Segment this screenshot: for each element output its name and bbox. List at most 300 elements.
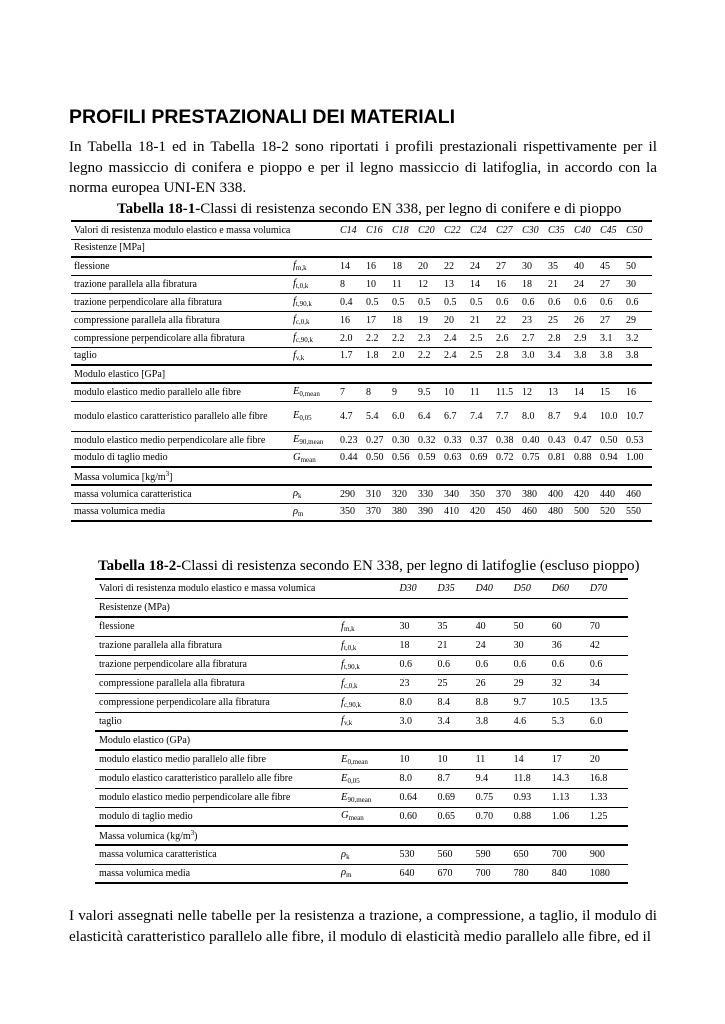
cell-value: 0.69 <box>470 452 488 464</box>
row-symbol <box>341 750 399 769</box>
symbol-sub: m,k <box>343 624 355 633</box>
cell-value: 8.8 <box>475 697 489 708</box>
cell-value: 370 <box>496 488 511 500</box>
symbol-main: G <box>293 451 301 463</box>
cell-value: 70 <box>589 621 600 633</box>
section-modulo-elastico: Modulo elastico [GPa] <box>74 368 166 380</box>
table-row <box>95 712 628 731</box>
cell-value: 18 <box>522 278 532 290</box>
cell-value: 2.4 <box>444 332 457 344</box>
cell-value: 0.47 <box>574 434 592 446</box>
row-label: trazione perpendicolare alla fibratura <box>99 659 247 670</box>
row-label: flessione <box>99 621 135 633</box>
row-symbol <box>293 329 340 347</box>
header-class: C20 <box>418 224 435 236</box>
cell-value: 14 <box>340 260 350 272</box>
cell-value: 3.0 <box>522 350 535 362</box>
cell-value: 14.3 <box>551 773 570 784</box>
cell-value: 2.6 <box>496 332 509 344</box>
cell-value: 560 <box>437 849 453 861</box>
cell-value: 14 <box>470 278 480 290</box>
cell-value: 11 <box>475 754 486 766</box>
symbol-sub: k <box>298 492 302 501</box>
header-class: C30 <box>522 224 539 236</box>
symbol-sub: v,k <box>295 353 305 362</box>
cell-value: 10.0 <box>600 410 618 422</box>
row-label: compressione parallela alla fibratura <box>74 314 220 326</box>
symbol-sub: v,k <box>343 719 353 728</box>
cell-value: 24 <box>475 640 486 651</box>
cell-value: 22 <box>496 314 506 326</box>
symbol-main: ρ <box>341 848 347 860</box>
row-label: modulo elastico medio perpendicolare alle fibre <box>99 792 291 803</box>
cell-value: 10.5 <box>551 697 570 708</box>
row-label: massa volumica caratteristica <box>74 488 192 500</box>
symbol-sub: c,0,k <box>343 681 358 690</box>
cell-value: 310 <box>366 488 381 500</box>
cell-value: 2.2 <box>392 332 405 344</box>
cell-value: 29 <box>513 678 524 689</box>
cell-value: 400 <box>548 488 563 500</box>
cell-value: 0.23 <box>340 434 358 446</box>
cell-value: 50 <box>626 260 636 272</box>
cell-value: 390 <box>418 506 433 518</box>
header-class: C22 <box>444 224 461 236</box>
cell-value: 0.56 <box>392 452 410 464</box>
cell-value: 21 <box>470 314 480 326</box>
row-symbol <box>341 655 399 674</box>
symbol-main: E <box>293 410 300 421</box>
cell-value: 26 <box>475 678 486 689</box>
symbol-main: f <box>293 278 296 289</box>
row-symbol <box>293 503 340 521</box>
page-title: PROFILI PRESTAZIONALI DEI MATERIALI <box>69 106 456 128</box>
cell-value: 0.32 <box>418 434 436 446</box>
bottom-paragraph: I valori assegnati nelle tabelle per la resistenza a trazione, a compressione, a taglio, il modulo di elasticità caratteristico parallelo alle fibre, il modulo di elasticità medio parallelo alle fibre, ed il <box>69 907 657 945</box>
row-label: modulo elastico caratteristico parallelo alle fibre <box>99 773 293 784</box>
cell-value: 0.6 <box>600 296 613 308</box>
cell-value: 15 <box>600 386 610 398</box>
symbol-main: E <box>341 753 348 765</box>
section-massa-volumica <box>95 826 628 845</box>
cell-value: 840 <box>551 867 567 879</box>
cell-value: 4.7 <box>340 410 353 422</box>
cell-value: 0.50 <box>366 452 384 464</box>
cell-value: 2.5 <box>470 332 483 344</box>
cell-value: 480 <box>548 506 563 518</box>
cell-value: 0.40 <box>522 434 540 446</box>
table-row <box>71 329 652 347</box>
cell-value: 11.8 <box>513 773 531 784</box>
cell-value: 0.6 <box>589 659 603 670</box>
header-class: C16 <box>366 224 383 236</box>
cell-value: 9.5 <box>418 386 431 398</box>
section-label-sup: 3 <box>190 829 195 837</box>
cell-value: 640 <box>399 867 415 879</box>
cell-value: 450 <box>496 506 511 518</box>
cell-value: 11 <box>470 386 480 398</box>
cell-value: 25 <box>548 314 558 326</box>
symbol-sub: c,0,k <box>295 318 310 326</box>
cell-value: 21 <box>548 278 558 290</box>
symbol-sub: m <box>298 509 304 518</box>
symbol-main: f <box>293 296 296 307</box>
cell-value: 1.06 <box>551 810 570 822</box>
row-label: modulo di taglio medio <box>74 452 168 464</box>
symbol-sub: mean <box>348 814 364 823</box>
cell-value: 20 <box>418 260 428 272</box>
cell-value: 9.7 <box>513 697 527 708</box>
symbol-sub: t,90,k <box>343 662 360 671</box>
table-row <box>95 636 628 655</box>
row-symbol <box>293 311 340 329</box>
cell-value: 12 <box>418 278 428 290</box>
cell-value: 1.13 <box>551 792 570 803</box>
intro-paragraph: In Tabella 18-1 ed in Tabella 18-2 sono riportati i profili prestazionali rispettivamente per il legno massiccio di conifera e pioppo e per il legno massiccio di latifoglia, in accordo con la norma europea UNI-EN 338. <box>69 138 657 196</box>
row-symbol <box>293 275 340 293</box>
symbol-main: ρ <box>293 488 299 500</box>
section-label-sup: 3 <box>165 469 170 478</box>
cell-value: 10 <box>437 754 448 766</box>
cell-value: 0.4 <box>340 296 353 308</box>
row-label: taglio <box>99 715 122 727</box>
cell-value: 24 <box>470 260 480 272</box>
table-row <box>71 449 652 467</box>
table-row <box>71 275 652 293</box>
cell-value: 0.88 <box>513 810 532 822</box>
cell-value: 780 <box>513 867 529 879</box>
cell-value: 10 <box>444 386 454 398</box>
cell-value: 11 <box>392 278 402 290</box>
cell-value: 440 <box>600 488 615 500</box>
cell-value: 550 <box>626 506 641 518</box>
table-row <box>95 693 628 712</box>
row-symbol <box>341 807 399 826</box>
symbol-main: ρ <box>293 505 299 517</box>
symbol-sub: 90,mean <box>347 795 372 804</box>
cell-value: 0.6 <box>551 659 565 670</box>
cell-value: 3.8 <box>574 350 587 362</box>
table1-caption-number: Tabella 18-1- <box>117 201 201 217</box>
cell-value: 2.7 <box>522 332 535 344</box>
cell-value: 3.4 <box>548 350 561 362</box>
row-symbol <box>293 293 340 311</box>
cell-value: 7.7 <box>496 410 509 422</box>
cell-value: 35 <box>437 621 448 633</box>
row-symbol <box>341 636 399 655</box>
cell-value: 320 <box>392 488 407 500</box>
section-row <box>95 826 628 845</box>
cell-value: 0.93 <box>513 792 532 803</box>
cell-value: 3.8 <box>600 350 613 362</box>
header-class: C45 <box>600 224 617 236</box>
cell-value: 23 <box>522 314 532 326</box>
cell-value: 40 <box>475 621 486 633</box>
cell-value: 3.2 <box>626 332 639 344</box>
header-class: C18 <box>392 224 409 236</box>
table-row <box>95 750 628 769</box>
cell-value: 2.5 <box>470 350 483 362</box>
table1 <box>71 220 652 522</box>
row-symbol <box>341 617 399 636</box>
cell-value: 340 <box>444 488 459 500</box>
cell-value: 11.5 <box>496 386 514 398</box>
row-symbol <box>341 864 399 883</box>
cell-value: 330 <box>418 488 433 500</box>
cell-value: 0.6 <box>513 659 527 670</box>
cell-value: 2.2 <box>366 332 379 344</box>
table-row <box>71 293 652 311</box>
cell-value: 0.63 <box>444 452 462 464</box>
cell-value: 0.64 <box>399 792 417 803</box>
table-row <box>71 401 652 431</box>
symbol-main: E <box>341 772 348 784</box>
header-class: D70 <box>589 583 608 595</box>
cell-value: 0.5 <box>444 296 457 308</box>
cell-value: 0.43 <box>548 434 566 446</box>
cell-value: 7.4 <box>470 410 483 422</box>
table1-caption-text: Classi di resistenza secondo EN 338, per legno di conifere e di pioppo <box>200 201 622 217</box>
row-symbol <box>341 693 399 712</box>
cell-value: 32 <box>551 678 562 689</box>
cell-value: 0.75 <box>522 452 540 464</box>
cell-value: 1.7 <box>340 350 353 362</box>
cell-value: 0.6 <box>548 296 561 308</box>
cell-value: 18 <box>399 640 410 651</box>
cell-value: 380 <box>392 506 407 518</box>
cell-value: 0.6 <box>437 659 451 670</box>
row-label: massa volumica media <box>99 867 191 879</box>
cell-value: 20 <box>589 754 600 766</box>
cell-value: 6.0 <box>589 715 603 727</box>
table-row <box>71 485 652 503</box>
section-label-end: ] <box>169 471 173 483</box>
cell-value: 27 <box>600 278 610 290</box>
cell-value: 17 <box>366 314 376 326</box>
cell-value: 0.70 <box>475 810 494 822</box>
cell-value: 0.59 <box>418 452 436 464</box>
cell-value: 17 <box>551 754 562 766</box>
cell-value: 4.6 <box>513 715 527 727</box>
cell-value: 60 <box>551 621 562 633</box>
cell-value: 8.0 <box>399 697 412 708</box>
cell-value: 0.33 <box>444 434 462 446</box>
cell-value: 520 <box>600 506 615 518</box>
header-label: Valori di resistenza modulo elastico e massa volumica <box>74 224 291 236</box>
row-label: trazione parallela alla fibratura <box>99 640 222 651</box>
cell-value: 0.5 <box>366 296 379 308</box>
section-resistenze: Resistenze (MPa) <box>99 601 170 613</box>
cell-value: 13 <box>548 386 558 398</box>
cell-value: 700 <box>551 849 567 861</box>
symbol-sub: m <box>346 871 352 880</box>
cell-value: 10.7 <box>626 410 644 422</box>
cell-value: 36 <box>551 640 562 651</box>
section-modulo-elastico: Modulo elastico (GPa) <box>99 735 191 746</box>
cell-value: 530 <box>399 849 415 861</box>
symbol-main: f <box>293 332 296 343</box>
header-class: D35 <box>437 583 455 595</box>
header-class: C40 <box>574 224 591 236</box>
cell-value: 35 <box>548 260 558 272</box>
cell-value: 370 <box>366 506 381 518</box>
cell-value: 16 <box>626 386 636 398</box>
cell-value: 0.81 <box>548 452 566 464</box>
section-row <box>71 365 652 383</box>
symbol-main: f <box>341 715 344 727</box>
section-massa-volumica <box>71 467 652 485</box>
cell-value: 3.1 <box>600 332 613 344</box>
cell-value: 0.37 <box>470 434 488 446</box>
symbol-sub: m,k <box>295 264 307 273</box>
symbol-sub: t,90,k <box>295 300 312 308</box>
symbol-main: G <box>341 810 349 822</box>
cell-value: 30 <box>522 260 532 272</box>
row-symbol <box>341 769 399 788</box>
cell-value: 0.94 <box>600 452 618 464</box>
cell-value: 0.6 <box>399 659 412 670</box>
table-row <box>95 674 628 693</box>
cell-value: 0.72 <box>496 452 514 464</box>
cell-value: 0.60 <box>399 810 417 822</box>
cell-value: 0.6 <box>475 659 489 670</box>
section-label-end: ) <box>194 831 198 842</box>
cell-value: 2.4 <box>444 350 457 362</box>
table-row <box>71 383 652 401</box>
section-label-text: Massa volumica (kg/m <box>99 831 191 842</box>
header-label: Valori di resistenza modulo elastico e massa volumica <box>99 583 316 595</box>
cell-value: 9.4 <box>475 773 489 784</box>
cell-value: 16 <box>496 278 506 290</box>
table2-caption-number: Tabella 18-2- <box>98 558 182 574</box>
row-label: modulo di taglio medio <box>99 810 193 822</box>
header-class: C27 <box>496 224 513 236</box>
row-symbol <box>293 257 340 275</box>
cell-value: 0.5 <box>470 296 483 308</box>
section-row <box>71 239 652 257</box>
cell-value: 50 <box>513 621 524 633</box>
cell-value: 24 <box>574 278 584 290</box>
table2 <box>95 578 628 884</box>
section-row <box>71 467 652 485</box>
cell-value: 460 <box>626 488 641 500</box>
symbol-sub: c,90,k <box>343 700 362 709</box>
cell-value: 650 <box>513 849 529 861</box>
row-symbol <box>341 712 399 731</box>
table-row <box>95 769 628 788</box>
cell-value: 500 <box>574 506 589 518</box>
cell-value: 10 <box>366 278 376 290</box>
row-label: taglio <box>74 350 97 362</box>
cell-value: 6.0 <box>392 410 405 422</box>
row-label: trazione perpendicolare alla fibratura <box>74 296 222 308</box>
row-label: flessione <box>74 260 110 272</box>
symbol-main: f <box>341 658 344 670</box>
cell-value: 3.8 <box>626 350 639 362</box>
cell-value: 12 <box>522 386 532 398</box>
table-row <box>95 864 628 883</box>
cell-value: 380 <box>522 488 537 500</box>
table-row <box>71 503 652 521</box>
cell-value: 8 <box>340 278 345 290</box>
symbol-sub: 90,mean <box>299 438 324 446</box>
row-label: trazione parallela alla fibratura <box>74 278 197 290</box>
table-row <box>71 431 652 449</box>
cell-value: 0.27 <box>366 434 384 446</box>
row-label: massa volumica media <box>74 506 166 518</box>
row-symbol <box>293 401 340 431</box>
cell-value: 8.7 <box>437 773 451 784</box>
cell-value: 0.6 <box>574 296 587 308</box>
symbol-sub: 0,05 <box>347 776 360 785</box>
header-class: C50 <box>626 224 643 236</box>
cell-value: 5.4 <box>366 410 379 422</box>
cell-value: 23 <box>399 678 410 689</box>
header-class: C24 <box>470 224 487 236</box>
cell-value: 0.5 <box>418 296 431 308</box>
table-row <box>95 845 628 864</box>
table-row <box>95 655 628 674</box>
cell-value: 2.3 <box>418 332 431 344</box>
cell-value: 9 <box>392 386 397 398</box>
row-label: modulo elastico medio parallelo alle fibre <box>99 754 266 766</box>
cell-value: 6.4 <box>418 410 431 422</box>
table-header-row <box>71 221 652 239</box>
symbol-main: f <box>341 677 344 689</box>
section-row <box>95 598 628 617</box>
symbol-sub: 0,mean <box>347 757 368 766</box>
row-symbol <box>293 383 340 401</box>
symbol-main: f <box>341 696 344 708</box>
cell-value: 22 <box>444 260 454 272</box>
cell-value: 0.88 <box>574 452 592 464</box>
cell-value: 2.9 <box>574 332 587 344</box>
cell-value: 8.4 <box>437 697 451 708</box>
cell-value: 420 <box>574 488 589 500</box>
row-label: modulo elastico medio perpendicolare alle fibre <box>74 434 266 446</box>
cell-value: 21 <box>437 640 448 651</box>
symbol-sub: t,0,k <box>343 643 357 652</box>
row-symbol <box>293 449 340 467</box>
cell-value: 2.0 <box>392 350 405 362</box>
header-class: D40 <box>475 583 493 595</box>
cell-value: 7 <box>340 386 345 398</box>
table-row <box>95 807 628 826</box>
symbol-sub: mean <box>300 455 316 464</box>
header-class: D60 <box>551 583 569 595</box>
cell-value: 18 <box>392 260 402 272</box>
header-class: D30 <box>399 583 417 595</box>
symbol-main: E <box>341 791 348 803</box>
row-label: compressione parallela alla fibratura <box>99 678 245 689</box>
cell-value: 10 <box>399 754 410 766</box>
cell-value: 2.8 <box>548 332 561 344</box>
row-label: compressione perpendicolare alla fibratura <box>99 697 270 708</box>
cell-value: 2.8 <box>496 350 509 362</box>
section-label-text: Massa volumica [kg/m <box>74 471 166 483</box>
cell-value: 3.0 <box>399 715 412 727</box>
cell-value: 5.3 <box>551 715 565 727</box>
row-label: massa volumica caratteristica <box>99 849 217 861</box>
symbol-sub: c,90,k <box>295 336 314 344</box>
cell-value: 27 <box>496 260 506 272</box>
cell-value: 350 <box>340 506 355 518</box>
cell-value: 700 <box>475 867 491 879</box>
table1-caption <box>117 201 621 218</box>
row-symbol <box>293 347 340 365</box>
row-label: modulo elastico medio parallelo alle fibre <box>74 386 241 398</box>
table-row <box>71 347 652 365</box>
